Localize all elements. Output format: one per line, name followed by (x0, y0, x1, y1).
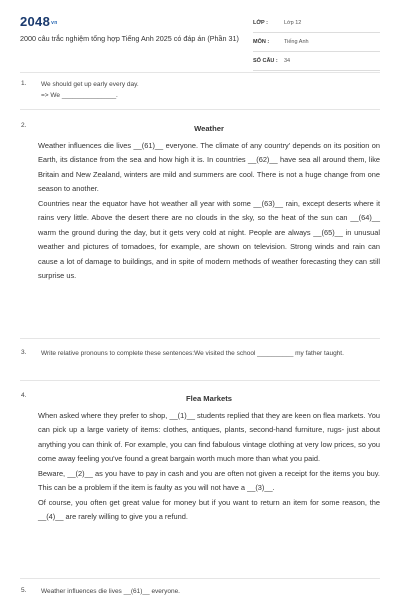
logo-suffix: vn (51, 20, 58, 26)
passage-paragraph: Countries near the equator have hot weather all year with some __(63)__ rain, except deserts where it rains very little. Above the desert there are no clouds in the sky, so the heat of the sun can __(64)__ warm the ground during the day, but it gets very cold at night. People are always __(65)__ in unusual weather and pictures of tornadoes, for example, are shown on television. Strong winds and rain can cause a lot of damage to buildings, and in spite of modern methods of weather forecasting they can still surprise us. (38, 198, 380, 280)
question-number: 2. (21, 122, 27, 129)
question-number: 4. (21, 392, 27, 399)
question-2-passage (38, 122, 380, 284)
divider (20, 72, 380, 73)
document-title: 2000 câu trắc nghiệm tổng hợp Tiếng Anh 2025 có đáp án (Phần 31) (20, 34, 239, 43)
divider (20, 578, 380, 579)
passage-paragraph: Beware, __(2)__ as you have to pay in cash and you are often not given a receipt for the items you buy. This can be a problem if the item is faulty as you will not have a __(3)__. (38, 468, 380, 492)
page-header (0, 0, 400, 72)
site-logo[interactable] (20, 14, 58, 29)
passage-paragraph: When asked where they prefer to shop, __(1)__ students replied that they are keen on flea markets. You can pick up a large variety of items: clothes, antiques, plants, second-hand furniture, rugs- just about anything you can think of. For example, you can find fabulous vintage clothing at very low prices, so you come away feeling you've found a great bargain worth much more than what you paid. (38, 410, 380, 463)
divider (20, 380, 380, 381)
divider (20, 109, 380, 110)
question-number: 1. (21, 80, 27, 87)
question-number: 3. (21, 349, 27, 356)
meta-class-row (253, 16, 380, 33)
meta-count-row (253, 54, 380, 71)
logo-text: 2048 (20, 14, 51, 29)
meta-subject-key: MÔN : (253, 39, 270, 45)
meta-panel (253, 16, 380, 73)
question-1-line-2: => We _______________. (41, 92, 118, 99)
meta-count-key: SỐ CÂU : (253, 58, 278, 64)
meta-class-key: LỚP : (253, 20, 268, 26)
meta-subject-row (253, 35, 380, 52)
meta-subject-value: Tiếng Anh (284, 39, 309, 45)
passage-title: Weather (194, 124, 224, 133)
question-4-passage (38, 392, 380, 525)
meta-count-value: 34 (284, 58, 291, 64)
passage-paragraph: Weather influences die lives __(61)__ everyone. The climate of any country' depends on its position on Earth, its distance from the sea and how high it is. In countries __(62)__ have sea all around them, like Britain and New Zealand, winters are mild and summers are cool. There is not a huge change from one season to another. (38, 140, 380, 193)
question-5-text: Weather influences die lives __(61)__ everyone. (41, 588, 180, 595)
passage-title: Flea Markets (185, 394, 232, 403)
meta-class-value: Lớp 12 (284, 20, 302, 26)
question-3-text: Write relative pronouns to complete these sentences:We visited the school __________ my father taught. (41, 350, 344, 357)
passage-paragraph: Of course, you often get great value for money but if you want to return an item for some reason, the __(4)__ are rarely willing to give you a refund. (38, 497, 380, 521)
question-number: 5. (21, 587, 27, 594)
divider (20, 338, 380, 339)
question-1-line-1: We should get up early every day. (41, 81, 139, 88)
